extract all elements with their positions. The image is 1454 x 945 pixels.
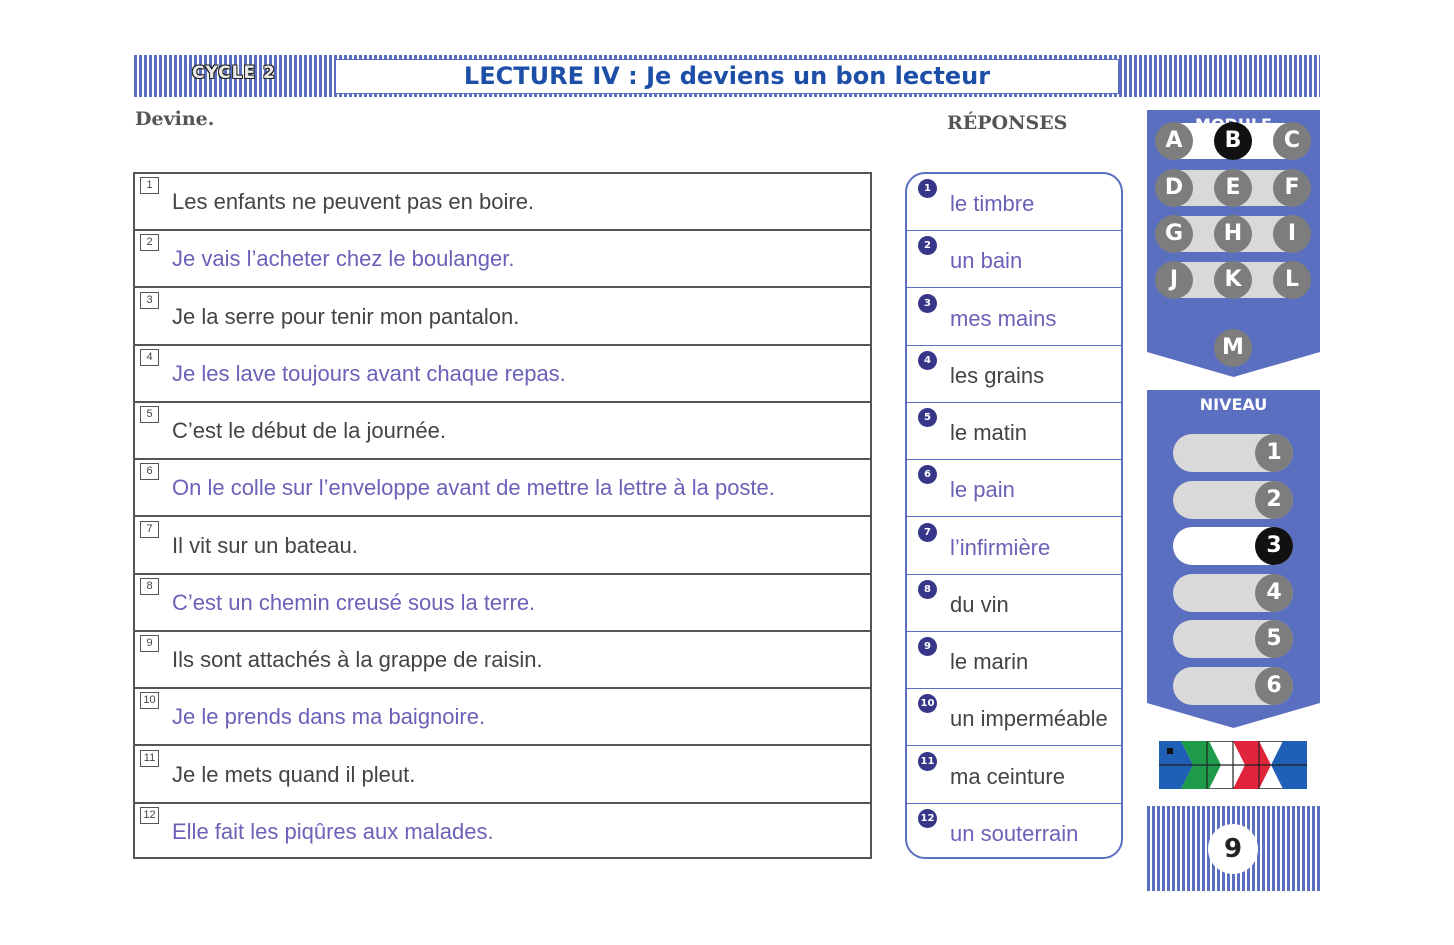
response-text: un imperméable xyxy=(950,706,1108,732)
response-number: 11 xyxy=(918,752,937,771)
module-g-button[interactable]: G xyxy=(1155,215,1193,253)
niveau-6-button[interactable]: 6 xyxy=(1255,667,1293,705)
question-number: 11 xyxy=(140,750,159,767)
niveau-title: NIVEAU xyxy=(1199,395,1268,414)
response-text: le matin xyxy=(950,420,1028,445)
response-number: 12 xyxy=(918,809,937,828)
niveau-2-button[interactable]: 2 xyxy=(1255,481,1293,519)
module-i-button[interactable]: I xyxy=(1273,215,1311,253)
response-text: mes mains xyxy=(950,305,1057,331)
niveau-4-button[interactable]: 4 xyxy=(1255,574,1293,612)
response-row xyxy=(907,689,1121,746)
response-number: 6 xyxy=(918,465,937,484)
question-row xyxy=(135,518,870,575)
response-number: 7 xyxy=(918,523,937,542)
question-row xyxy=(135,174,870,231)
response-text: un bain xyxy=(950,248,1023,274)
module-c-button[interactable]: C xyxy=(1273,122,1311,160)
response-row xyxy=(907,403,1121,460)
response-text: le marin xyxy=(950,649,1029,674)
response-number: 2 xyxy=(918,236,937,255)
question-text: Je les lave toujours avant chaque repas. xyxy=(172,360,566,386)
question-text: C’est le début de la journée. xyxy=(172,418,446,443)
header-banner xyxy=(134,55,1320,97)
question-text: Je vais l’acheter chez le boulanger. xyxy=(172,246,515,272)
niveau-5-bar[interactable] xyxy=(1173,620,1293,658)
question-row xyxy=(135,689,870,746)
response-row xyxy=(907,632,1121,689)
response-row xyxy=(907,231,1121,288)
questions-table xyxy=(133,172,872,859)
module-a-button[interactable]: A xyxy=(1155,122,1193,160)
response-number: 10 xyxy=(918,694,937,713)
question-text: On le colle sur l’enveloppe avant de mettre la lettre à la poste. xyxy=(172,475,775,501)
question-text: Je la serre pour tenir mon pantalon. xyxy=(172,303,520,329)
response-row xyxy=(907,174,1121,231)
question-text: Les enfants ne peuvent pas en boire. xyxy=(172,189,535,214)
niveau-3-button[interactable]: 3 xyxy=(1255,527,1293,565)
module-h-button[interactable]: H xyxy=(1214,215,1252,253)
module-l-button[interactable]: L xyxy=(1273,261,1311,299)
question-row xyxy=(135,346,870,403)
module-m-button[interactable]: M xyxy=(1214,329,1252,367)
response-row xyxy=(907,289,1121,346)
reponses-heading: RÉPONSES xyxy=(947,112,1068,134)
question-row xyxy=(135,804,870,861)
question-text: Elle fait les piqûres aux malades. xyxy=(172,818,494,844)
publisher-logo-icon xyxy=(1159,741,1307,789)
response-row xyxy=(907,575,1121,632)
niveau-4-bar[interactable] xyxy=(1173,574,1293,612)
response-text: les grains xyxy=(950,362,1045,388)
niveau-6-bar[interactable] xyxy=(1173,667,1293,705)
response-row xyxy=(907,460,1121,517)
question-number: 4 xyxy=(140,349,159,366)
niveau-2-bar[interactable] xyxy=(1173,481,1293,519)
question-text: Je le mets quand il pleut. xyxy=(172,761,416,787)
responses-list xyxy=(905,172,1123,859)
response-row xyxy=(907,346,1121,403)
question-text: Ils sont attachés à la grappe de raisin. xyxy=(172,647,543,672)
question-row xyxy=(135,231,870,288)
page-number: 9 xyxy=(1208,824,1258,874)
question-number: 8 xyxy=(140,578,159,595)
response-number: 9 xyxy=(918,637,937,656)
module-b-button[interactable]: B xyxy=(1214,122,1252,160)
question-number: 2 xyxy=(140,234,159,251)
niveau-5-button[interactable]: 5 xyxy=(1255,620,1293,658)
response-row xyxy=(907,518,1121,575)
module-f-button[interactable]: F xyxy=(1273,169,1311,207)
response-number: 4 xyxy=(918,351,937,370)
question-number: 10 xyxy=(140,692,159,709)
module-d-button[interactable]: D xyxy=(1155,169,1193,207)
response-number: 8 xyxy=(918,580,937,599)
page-title: LECTURE IV : Je deviens un bon lecteur xyxy=(463,62,991,90)
niveau-1-bar[interactable] xyxy=(1173,434,1293,472)
response-text: l’infirmière xyxy=(950,534,1051,560)
response-number: 3 xyxy=(918,294,937,313)
response-row xyxy=(907,804,1121,861)
question-text: C’est un chemin creusé sous la terre. xyxy=(172,589,536,615)
module-k-button[interactable]: K xyxy=(1214,261,1252,299)
title-box xyxy=(335,59,1119,94)
response-text: le pain xyxy=(950,477,1015,503)
question-row xyxy=(135,575,870,632)
response-row xyxy=(907,747,1121,804)
question-text: Je le prends dans ma baignoire. xyxy=(172,704,486,730)
niveau-panel xyxy=(1147,390,1320,728)
response-text: du vin xyxy=(950,591,1009,617)
question-text: Il vit sur un bateau. xyxy=(172,532,358,558)
niveau-1-button[interactable]: 1 xyxy=(1255,434,1293,472)
response-text: ma ceinture xyxy=(950,763,1065,789)
module-panel xyxy=(1147,110,1320,377)
question-number: 5 xyxy=(140,406,159,423)
question-row xyxy=(135,747,870,804)
instruction: Devine. xyxy=(135,108,215,130)
question-number: 6 xyxy=(140,463,159,480)
response-number: 5 xyxy=(918,408,937,427)
question-number: 1 xyxy=(140,177,159,194)
question-number: 9 xyxy=(140,635,159,652)
question-row xyxy=(135,403,870,460)
niveau-3-bar[interactable] xyxy=(1173,527,1293,565)
module-j-button[interactable]: J xyxy=(1155,261,1193,299)
question-number: 12 xyxy=(140,807,159,824)
module-e-button[interactable]: E xyxy=(1214,169,1252,207)
response-number: 1 xyxy=(918,179,937,198)
question-row xyxy=(135,289,870,346)
question-number: 7 xyxy=(140,521,159,538)
cycle-label: CYCLE 2 xyxy=(192,63,276,83)
page-number-box xyxy=(1147,806,1320,891)
question-row xyxy=(135,460,870,517)
question-number: 3 xyxy=(140,292,159,309)
question-row xyxy=(135,632,870,689)
response-text: le timbre xyxy=(950,191,1035,216)
response-text: un souterrain xyxy=(950,820,1079,846)
